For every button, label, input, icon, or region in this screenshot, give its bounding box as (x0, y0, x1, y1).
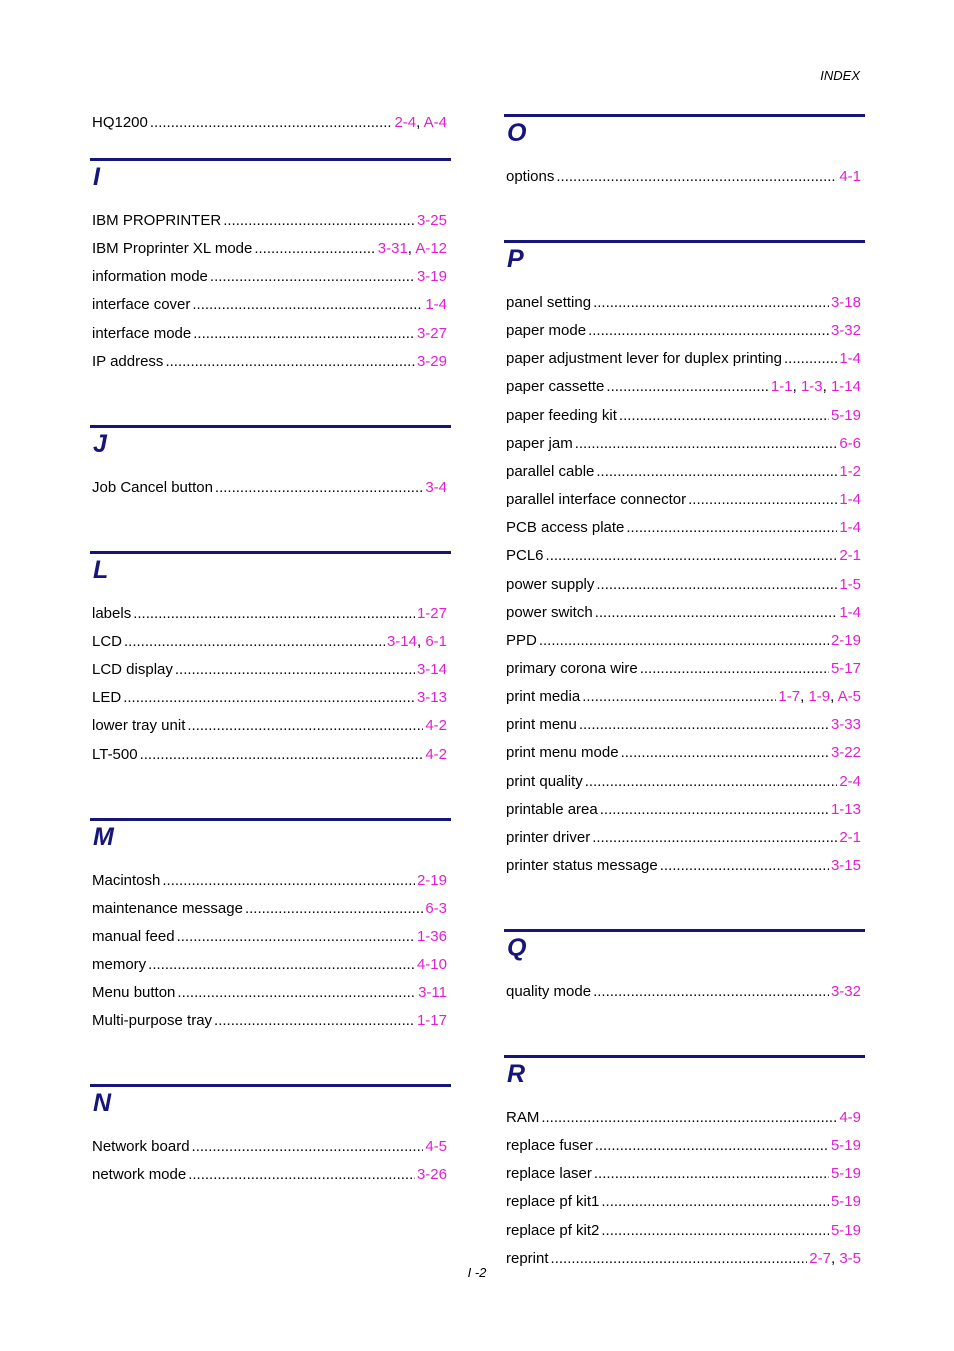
index-entry (92, 1012, 447, 1032)
index-entry (92, 325, 447, 345)
index-entry (92, 296, 447, 316)
dot-leader (588, 322, 829, 339)
index-term: Network board (92, 1138, 190, 1156)
index-entry (92, 633, 447, 653)
dot-leader (595, 1137, 829, 1154)
page-references (417, 928, 447, 945)
index-entry (506, 491, 861, 511)
index-term: replace pf kit1 (506, 1193, 600, 1211)
dot-leader (162, 872, 415, 889)
page-reference-link[interactable]: 3-14 (386, 632, 417, 650)
page-reference-link[interactable]: 4-9 (839, 1109, 861, 1126)
page-references (417, 268, 447, 285)
section-letter: L (93, 555, 109, 584)
page-references: 1-7, 1-9, A-5 (778, 688, 861, 706)
dot-leader (660, 857, 829, 874)
page-reference-link[interactable]: 2-1 (839, 547, 861, 565)
page-references (425, 717, 447, 734)
page-reference-link[interactable]: A-5 (837, 688, 861, 706)
index-term: print menu (506, 716, 577, 734)
page-references (417, 689, 447, 706)
page-references (839, 435, 861, 452)
page-references (839, 519, 861, 536)
section-letter: I (93, 163, 100, 191)
index-entry (506, 576, 861, 596)
dot-leader (539, 632, 829, 649)
page-references (417, 353, 447, 370)
index-entry (506, 1193, 861, 1213)
dot-leader (223, 212, 415, 229)
index-term: printer status message (506, 857, 658, 874)
dot-leader (688, 491, 837, 508)
section-letter: J (93, 429, 107, 458)
index-term: HQ1200 (92, 114, 148, 131)
page-reference-link[interactable]: 3-32 (830, 983, 861, 1000)
page-references (425, 746, 447, 763)
dot-leader (546, 547, 838, 564)
dot-leader (593, 983, 829, 1000)
index-term: LCD (92, 632, 123, 650)
dot-leader (245, 900, 423, 917)
dot-leader (601, 1222, 829, 1239)
page-references: 2-7, 3-5 (809, 1249, 861, 1267)
index-term: printer driver (506, 828, 591, 846)
index-entry (92, 872, 447, 892)
page-references (417, 1166, 447, 1183)
dot-leader (784, 350, 837, 367)
page-reference-link[interactable]: 3-18 (830, 294, 861, 311)
index-term: panel setting (506, 294, 592, 311)
index-term: print menu mode (506, 744, 619, 762)
index-entry (506, 801, 861, 821)
index-entry (92, 240, 447, 260)
dot-leader (210, 268, 415, 285)
dot-leader (600, 801, 829, 818)
dot-leader (556, 168, 837, 185)
dot-leader (619, 407, 829, 424)
page-reference-link[interactable]: 3-4 (425, 478, 447, 496)
page-references (425, 479, 447, 496)
section-letter: N (93, 1089, 112, 1118)
page-reference-link[interactable]: 1-13 (830, 800, 861, 818)
page-reference-link[interactable]: 3-29 (416, 352, 447, 370)
page-reference-link[interactable]: 3-15 (830, 857, 861, 874)
page-references (831, 407, 861, 424)
index-entry (506, 435, 861, 455)
index-entry (92, 268, 447, 288)
page-reference-link[interactable]: 3-26 (416, 1166, 447, 1184)
page-references (831, 660, 861, 677)
page-reference-link[interactable]: 3-14 (416, 661, 447, 679)
dot-leader (150, 114, 393, 131)
index-entry (506, 547, 861, 567)
index-term: paper adjustment lever for duplex printing (506, 350, 782, 368)
index-term: labels (92, 604, 132, 622)
dot-leader (254, 240, 375, 257)
dot-leader (596, 463, 837, 480)
index-term: RAM (506, 1109, 540, 1126)
dot-leader (175, 661, 415, 678)
dot-leader (592, 829, 837, 846)
index-entry (506, 322, 861, 342)
page-references (831, 801, 861, 818)
page-reference-link[interactable]: A-12 (415, 240, 447, 258)
index-term: options (506, 168, 555, 185)
page-references: 2-4, A-4 (394, 114, 447, 131)
index-term: manual feed (92, 927, 175, 945)
page-reference-link[interactable]: 1-5 (839, 575, 861, 593)
index-term: LT-500 (92, 745, 138, 763)
index-entry (92, 717, 447, 737)
page-reference-link[interactable]: 4-1 (839, 168, 861, 185)
page-reference-link[interactable]: 3-25 (416, 212, 447, 229)
dot-leader (214, 1012, 415, 1029)
dot-leader (579, 716, 829, 733)
page-references (425, 1138, 447, 1155)
index-term: IP address (92, 352, 164, 370)
page-references (839, 829, 861, 846)
dot-leader (640, 660, 829, 677)
page-reference-link[interactable]: 4-10 (416, 955, 447, 973)
page-reference-link[interactable]: 3-33 (830, 716, 861, 734)
dot-leader (124, 633, 385, 650)
page-reference-link[interactable]: 1-1 (770, 378, 793, 396)
dot-leader (148, 956, 415, 973)
page-reference-link[interactable]: 1-27 (416, 604, 447, 622)
page-references (831, 294, 861, 311)
page-references (425, 900, 447, 917)
page-reference-link[interactable]: 1-2 (839, 462, 861, 480)
page-reference-link[interactable]: 3-11 (418, 984, 447, 1002)
section-heading-r (504, 1055, 865, 1088)
page-number: I -2 (467, 1265, 487, 1280)
page-reference-link[interactable]: 3-19 (416, 268, 447, 286)
index-entry (92, 984, 447, 1004)
index-term: IBM Proprinter XL mode (92, 240, 253, 258)
index-term: paper cassette (506, 378, 605, 396)
page-references (831, 744, 861, 761)
page-references (839, 1109, 861, 1126)
page-reference-link[interactable]: 1-4 (839, 491, 861, 509)
page-reference-link[interactable]: 1-9 (808, 688, 831, 706)
index-term: parallel cable (506, 462, 595, 480)
index-term: paper jam (506, 434, 573, 452)
page-reference-link[interactable]: 2-4 (394, 114, 417, 131)
page-reference-link[interactable]: 5-19 (830, 1221, 861, 1239)
index-entry (506, 857, 861, 877)
index-entry (92, 353, 447, 373)
dot-leader (582, 688, 776, 705)
index-term: Multi-purpose tray (92, 1012, 213, 1030)
index-entry (506, 294, 861, 314)
page-references (831, 1165, 861, 1182)
page-reference-link[interactable]: 3-13 (416, 689, 447, 707)
index-entry (92, 956, 447, 976)
page-references (831, 322, 861, 339)
page-reference-link[interactable]: 5-19 (830, 1165, 861, 1183)
page-references: 3-31, A-12 (377, 240, 447, 258)
index-entry (506, 519, 861, 539)
index-term: interface cover (92, 296, 191, 314)
page-reference-link[interactable]: 2-4 (839, 772, 861, 790)
dot-leader (601, 1193, 829, 1210)
index-entry (506, 716, 861, 736)
index-term: power switch (506, 603, 593, 621)
page-reference-link[interactable]: 4-5 (425, 1138, 447, 1156)
index-term: Macintosh (92, 871, 161, 889)
dot-leader (192, 296, 423, 313)
page-reference-link[interactable]: 1-36 (416, 927, 447, 945)
index-entry (506, 1165, 861, 1185)
index-entry (506, 744, 861, 764)
index-entry (506, 1109, 861, 1129)
index-entry (506, 983, 861, 1003)
index-entry (506, 463, 861, 483)
dot-leader (606, 378, 769, 395)
index-term: IBM PROPRINTER (92, 212, 222, 229)
index-term: quality mode (506, 983, 592, 1000)
page-references (417, 661, 447, 678)
section-heading-n (90, 1084, 451, 1118)
index-term: interface mode (92, 324, 192, 342)
index-term: paper feeding kit (506, 406, 617, 424)
page-reference-link[interactable]: 5-17 (830, 659, 861, 677)
dot-leader (215, 479, 423, 496)
page-reference-link[interactable]: 3-5 (839, 1249, 861, 1267)
page-references (839, 463, 861, 480)
index-term: Job Cancel button (92, 478, 213, 496)
page-references: 1-1, 1-3, 1-14 (770, 378, 861, 396)
page-reference-link[interactable]: 1-4 (425, 296, 447, 314)
index-entry (92, 1138, 447, 1158)
page-reference-link[interactable]: 2-7 (809, 1249, 831, 1267)
page-references (417, 605, 447, 622)
page-reference-link[interactable]: 1-3 (800, 378, 823, 396)
index-term: print media (506, 688, 581, 706)
index-term: PCL6 (506, 547, 544, 565)
page-reference-link[interactable]: 2-1 (839, 828, 861, 846)
dot-leader (193, 325, 415, 342)
section-heading-p (504, 240, 865, 273)
section-heading-i (90, 158, 451, 191)
page-reference-link[interactable]: 3-31 (377, 240, 408, 258)
section-heading-j (90, 425, 451, 458)
page-reference-link[interactable]: 6-1 (425, 632, 447, 650)
page-references (839, 604, 861, 621)
dot-leader (593, 294, 829, 311)
section-letter: R (507, 1060, 526, 1088)
page-reference-link[interactable]: 6-3 (425, 899, 447, 917)
index-term: network mode (92, 1166, 187, 1184)
page-references (425, 296, 447, 313)
page-header: INDEX (820, 68, 860, 83)
page-references (839, 350, 861, 367)
dot-leader (626, 519, 837, 536)
index-term: print quality (506, 772, 583, 790)
page-references: 3-14, 6-1 (386, 632, 447, 650)
page-references (839, 168, 861, 185)
index-entry (92, 114, 447, 134)
dot-leader (165, 353, 415, 370)
index-entry (506, 1222, 861, 1242)
index-entry (92, 928, 447, 948)
index-entry (506, 350, 861, 370)
index-term: information mode (92, 268, 208, 286)
index-term: LCD display (92, 661, 173, 679)
page-reference-link[interactable]: 1-7 (778, 688, 801, 706)
dot-leader (595, 604, 838, 621)
index-term: paper mode (506, 322, 587, 340)
page-reference-link[interactable]: 5-19 (830, 406, 861, 424)
section-letter: O (507, 119, 527, 147)
index-entry (506, 168, 861, 188)
section-heading-o (504, 114, 865, 147)
index-term: LED (92, 689, 122, 707)
page-references (417, 212, 447, 229)
dot-leader (177, 928, 415, 945)
page-references (831, 632, 861, 649)
index-entry (506, 1137, 861, 1157)
dot-leader (541, 1109, 837, 1126)
index-term: replace laser (506, 1165, 592, 1183)
page-reference-link[interactable]: 1-4 (839, 519, 861, 537)
index-entry (506, 688, 861, 708)
page-reference-link[interactable]: 1-17 (416, 1012, 447, 1030)
index-term: printable area (506, 800, 598, 818)
index-entry (506, 604, 861, 624)
section-heading-q (504, 929, 865, 962)
index-entry (92, 212, 447, 232)
dot-leader (133, 605, 415, 622)
page-reference-link[interactable]: 3-27 (416, 324, 447, 342)
index-term: PPD (506, 631, 537, 649)
index-term: memory (92, 955, 147, 973)
page-reference-link[interactable]: 1-4 (839, 603, 861, 621)
dot-leader (188, 1166, 415, 1183)
page-references (831, 1193, 861, 1210)
index-entry (92, 479, 447, 499)
page-reference-link[interactable]: 2-19 (830, 631, 861, 649)
page-references (839, 773, 861, 790)
dot-leader (123, 689, 415, 706)
index-term: PCB access plate (506, 519, 625, 537)
index-entry (506, 407, 861, 427)
page-reference-link[interactable]: A-4 (423, 114, 447, 131)
index-entry (92, 689, 447, 709)
index-term: lower tray unit (92, 717, 186, 735)
page-reference-link[interactable]: 1-14 (830, 378, 861, 396)
section-letter: M (93, 822, 114, 851)
index-term: replace pf kit2 (506, 1221, 600, 1239)
index-term: reprint (506, 1249, 549, 1267)
dot-leader (596, 576, 837, 593)
index-term: primary corona wire (506, 659, 638, 677)
page-references (839, 576, 861, 593)
index-entry (506, 773, 861, 793)
page-reference-link[interactable]: 2-19 (416, 871, 447, 889)
page-reference-link[interactable]: 5-19 (830, 1193, 861, 1211)
page-references (417, 325, 447, 342)
page-reference-link[interactable]: 3-32 (830, 322, 861, 340)
index-entry (506, 378, 861, 398)
page-reference-link[interactable]: 1-4 (839, 350, 861, 368)
section-heading-m (90, 818, 451, 851)
index-entry (92, 1166, 447, 1186)
index-entry (92, 661, 447, 681)
index-term: replace fuser (506, 1137, 593, 1155)
index-term: power supply (506, 575, 595, 593)
index-entry (506, 632, 861, 652)
page-references (417, 872, 447, 889)
index-entry (92, 605, 447, 625)
dot-leader (594, 1165, 829, 1182)
page-references (417, 956, 447, 973)
dot-leader (585, 773, 838, 790)
page-references (831, 1222, 861, 1239)
page-references (839, 547, 861, 564)
dot-leader (192, 1138, 424, 1155)
index-term: parallel interface connector (506, 491, 687, 509)
page-references (417, 1012, 447, 1029)
page-reference-link[interactable]: 3-22 (830, 744, 861, 762)
section-heading-l (90, 551, 451, 584)
page-reference-link[interactable]: 5-19 (830, 1137, 861, 1155)
index-term: Menu button (92, 984, 176, 1002)
page-reference-link[interactable]: 4-2 (425, 745, 447, 763)
page-references (839, 491, 861, 508)
index-entry (92, 900, 447, 920)
page-reference-link[interactable]: 4-2 (425, 717, 447, 735)
index-entry (506, 829, 861, 849)
section-letter: Q (507, 934, 527, 962)
page-references (831, 983, 861, 1000)
dot-leader (140, 746, 424, 763)
dot-leader (177, 984, 416, 1001)
page-references (831, 1137, 861, 1154)
dot-leader (187, 717, 423, 734)
index-term: maintenance message (92, 899, 243, 917)
page-references (831, 857, 861, 874)
page-references (418, 984, 447, 1001)
dot-leader (621, 744, 829, 761)
index-entry (506, 660, 861, 680)
index-entry (92, 746, 447, 766)
section-letter: P (507, 245, 524, 273)
dot-leader (575, 435, 838, 452)
page-reference-link[interactable]: 6-6 (839, 434, 861, 452)
page-references (831, 716, 861, 733)
